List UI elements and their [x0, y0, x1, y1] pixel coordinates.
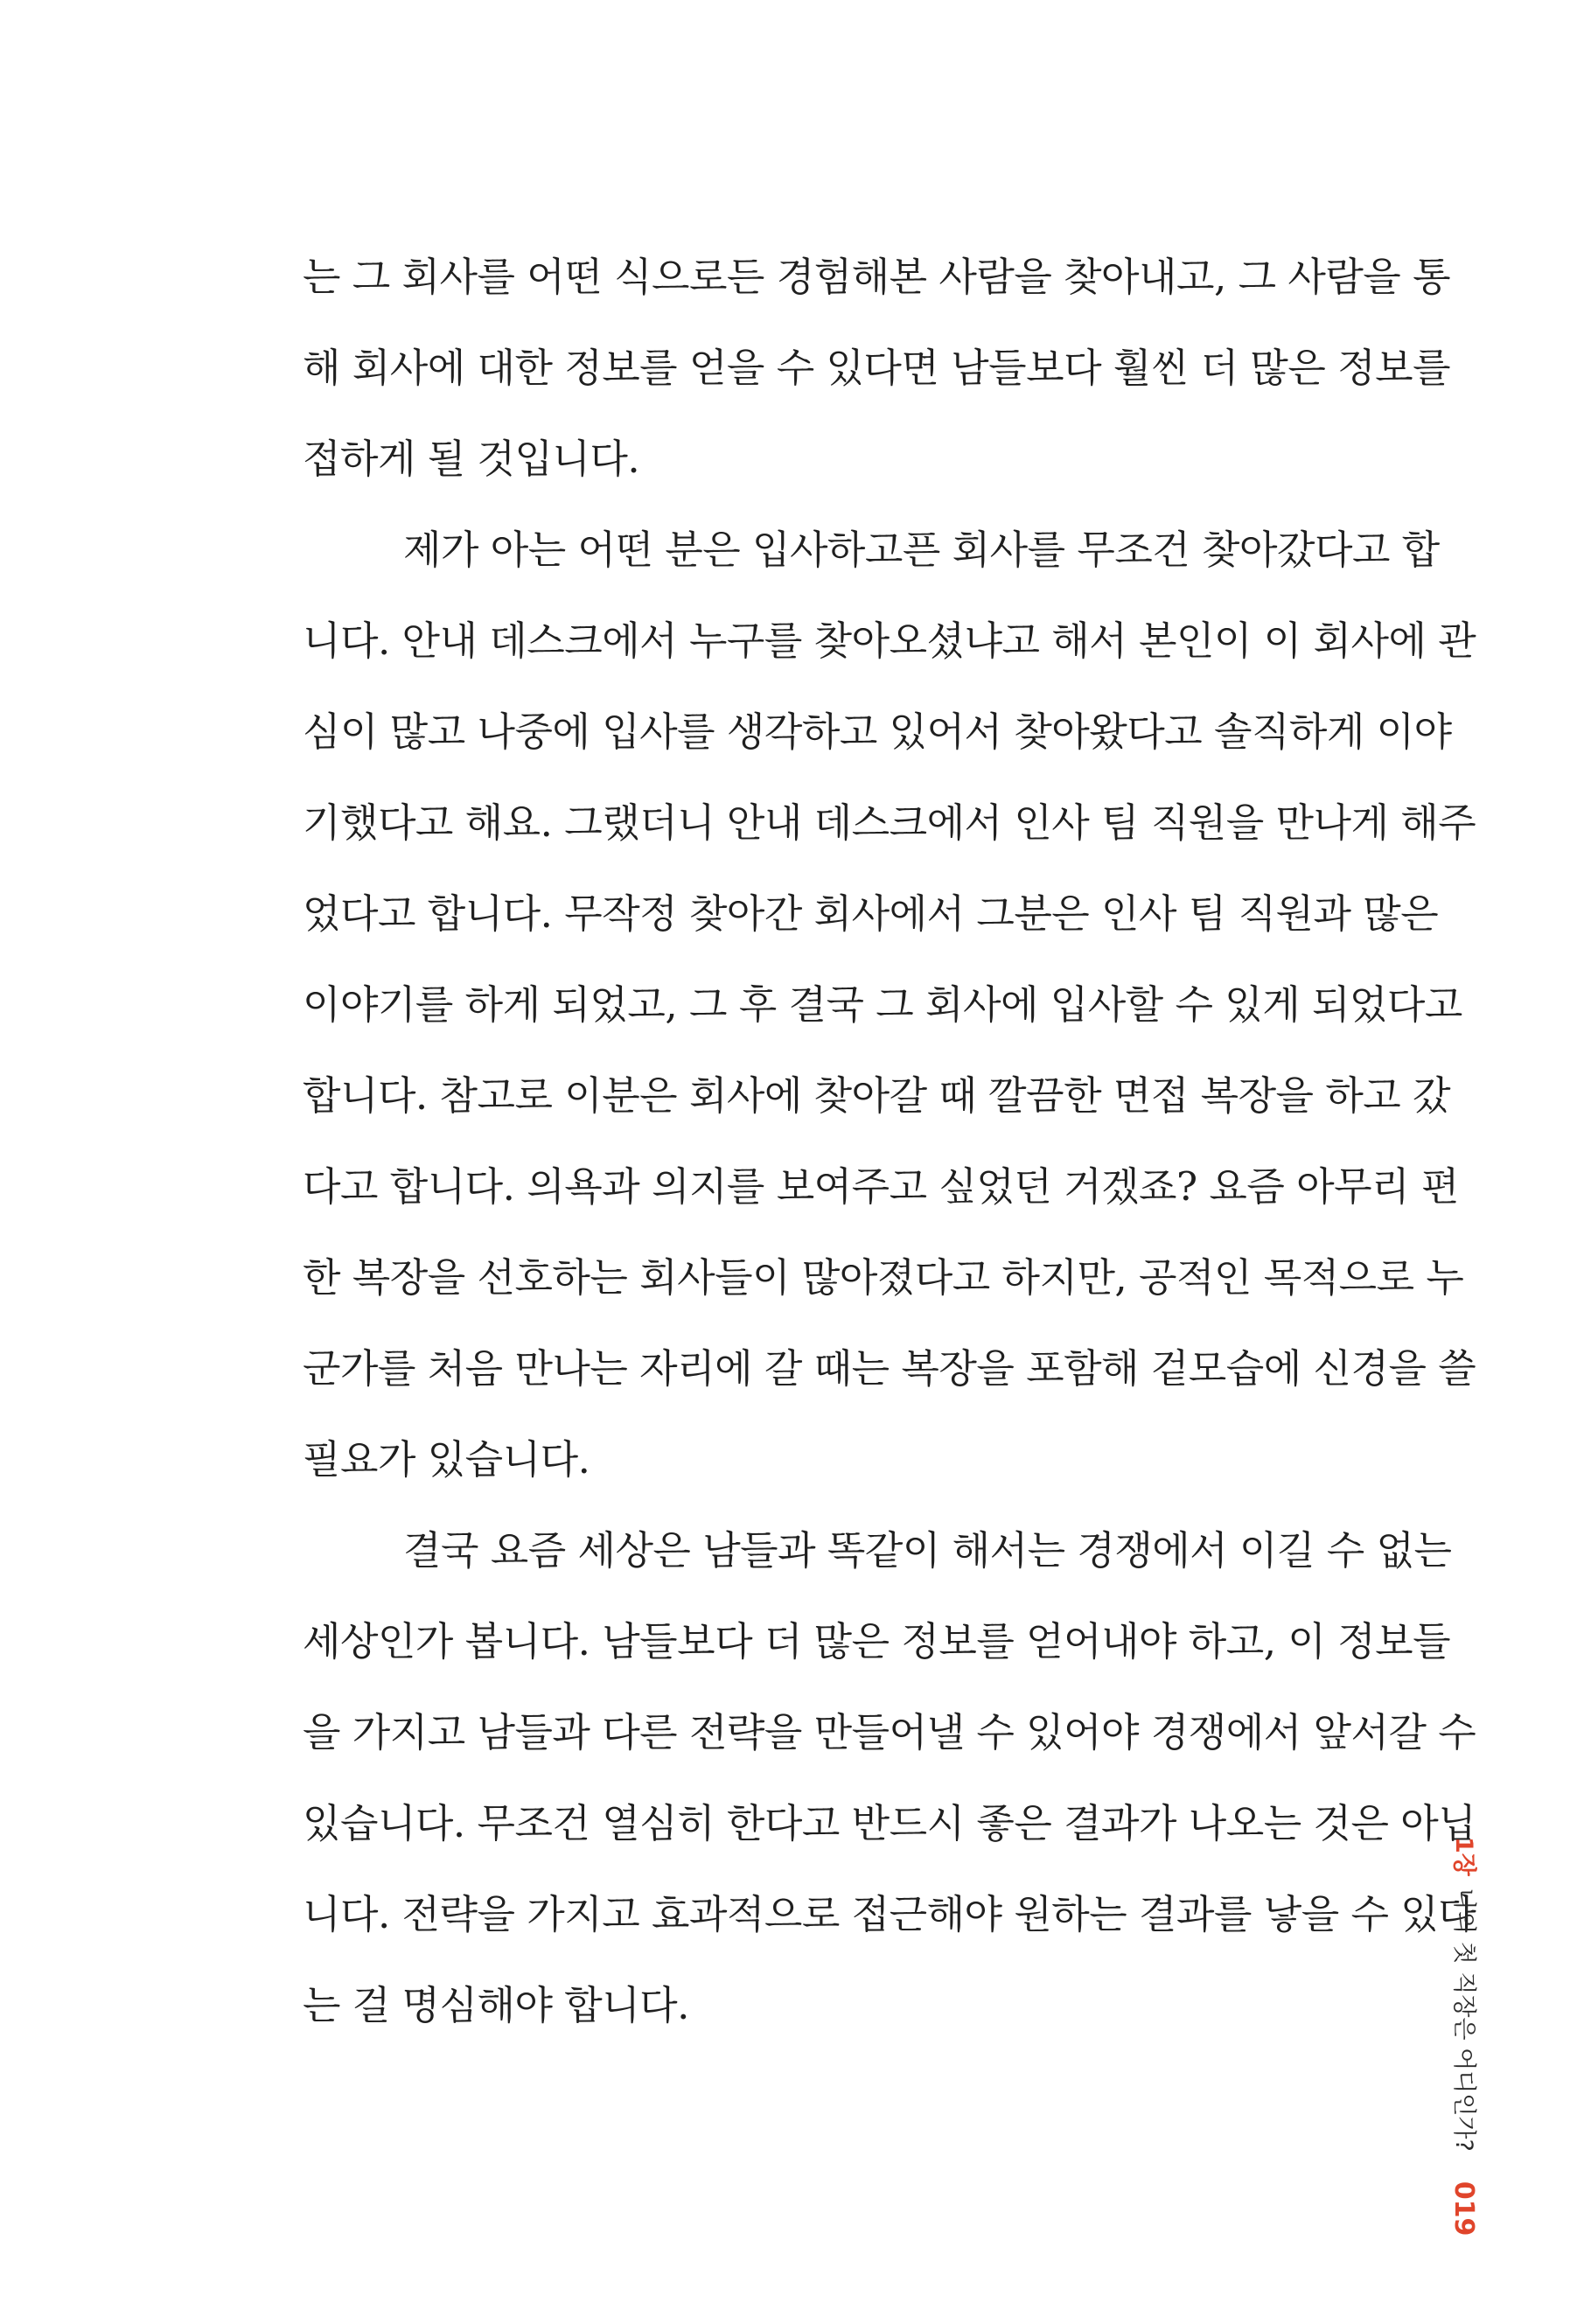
text-line: 었다고 합니다. 무작정 찾아간 회사에서 그분은 인사 팀 직원과 많은: [303, 890, 1439, 937]
text-line: 세상인가 봅니다. 남들보다 더 많은 정보를 얻어내야 하고, 이 정보들: [303, 1618, 1451, 1664]
chapter-number: 1장: [1450, 1837, 1477, 1876]
text-line: 는 그 회사를 어떤 식으로든 경험해본 사람을 찾아내고, 그 사람을 통: [303, 254, 1451, 300]
text-line: 해 회사에 대한 정보를 얻을 수 있다면 남들보다 훨씬 더 많은 정보를: [303, 345, 1451, 391]
text-line: 을 가지고 남들과 다른 전략을 만들어낼 수 있어야 경쟁에서 앞서갈 수: [303, 1709, 1476, 1755]
text-line: 결국 요즘 세상은 남들과 똑같이 해서는 경쟁에서 이길 수 없는: [403, 1527, 1452, 1574]
text-line: 한 복장을 선호하는 회사들이 많아졌다고 하지만, 공적인 목적으로 누: [303, 1254, 1464, 1301]
text-line: 는 걸 명심해야 합니다.: [303, 1982, 689, 2028]
text-line: 접하게 될 것입니다.: [303, 436, 640, 482]
running-head-text: [1446, 1837, 1481, 2236]
text-line: 기했다고 해요. 그랬더니 안내 데스크에서 인사 팀 직원을 만나게 해주: [303, 799, 1476, 846]
text-line: 제가 아는 어떤 분은 입사하고픈 회사를 무조건 찾아갔다고 합: [403, 527, 1440, 573]
text-line: 니다. 안내 데스크에서 누구를 찾아오셨냐고 해서 본인이 이 회사에 관: [303, 618, 1476, 664]
page-number: 019: [1448, 2181, 1479, 2237]
text-line: 니다. 전략을 가지고 효과적으로 접근해야 원하는 결과를 낳을 수 있다: [303, 1891, 1476, 1937]
text-line: 다고 합니다. 의욕과 의지를 보여주고 싶었던 거겠죠? 요즘 아무리 편: [303, 1163, 1459, 1210]
text-line: 있습니다. 무조건 열심히 한다고 반드시 좋은 결과가 나오는 것은 아닙: [303, 1800, 1476, 1846]
text-line: 심이 많고 나중에 입사를 생각하고 있어서 찾아왔다고 솔직하게 이야: [303, 708, 1452, 755]
chapter-title: 나의 첫 직장은 어디인가?: [1450, 1888, 1477, 2152]
running-head: [1441, 1837, 1485, 2237]
text-line: 필요가 있습니다.: [303, 1436, 590, 1483]
text-line: 군가를 처음 만나는 자리에 갈 때는 복장을 포함해 겉모습에 신경을 쓸: [303, 1345, 1476, 1392]
text-line: 이야기를 하게 되었고, 그 후 결국 그 회사에 입사할 수 있게 되었다고: [303, 981, 1462, 1028]
text-line: 합니다. 참고로 이분은 회사에 찾아갈 때 깔끔한 면접 복장을 하고 갔: [303, 1072, 1451, 1119]
